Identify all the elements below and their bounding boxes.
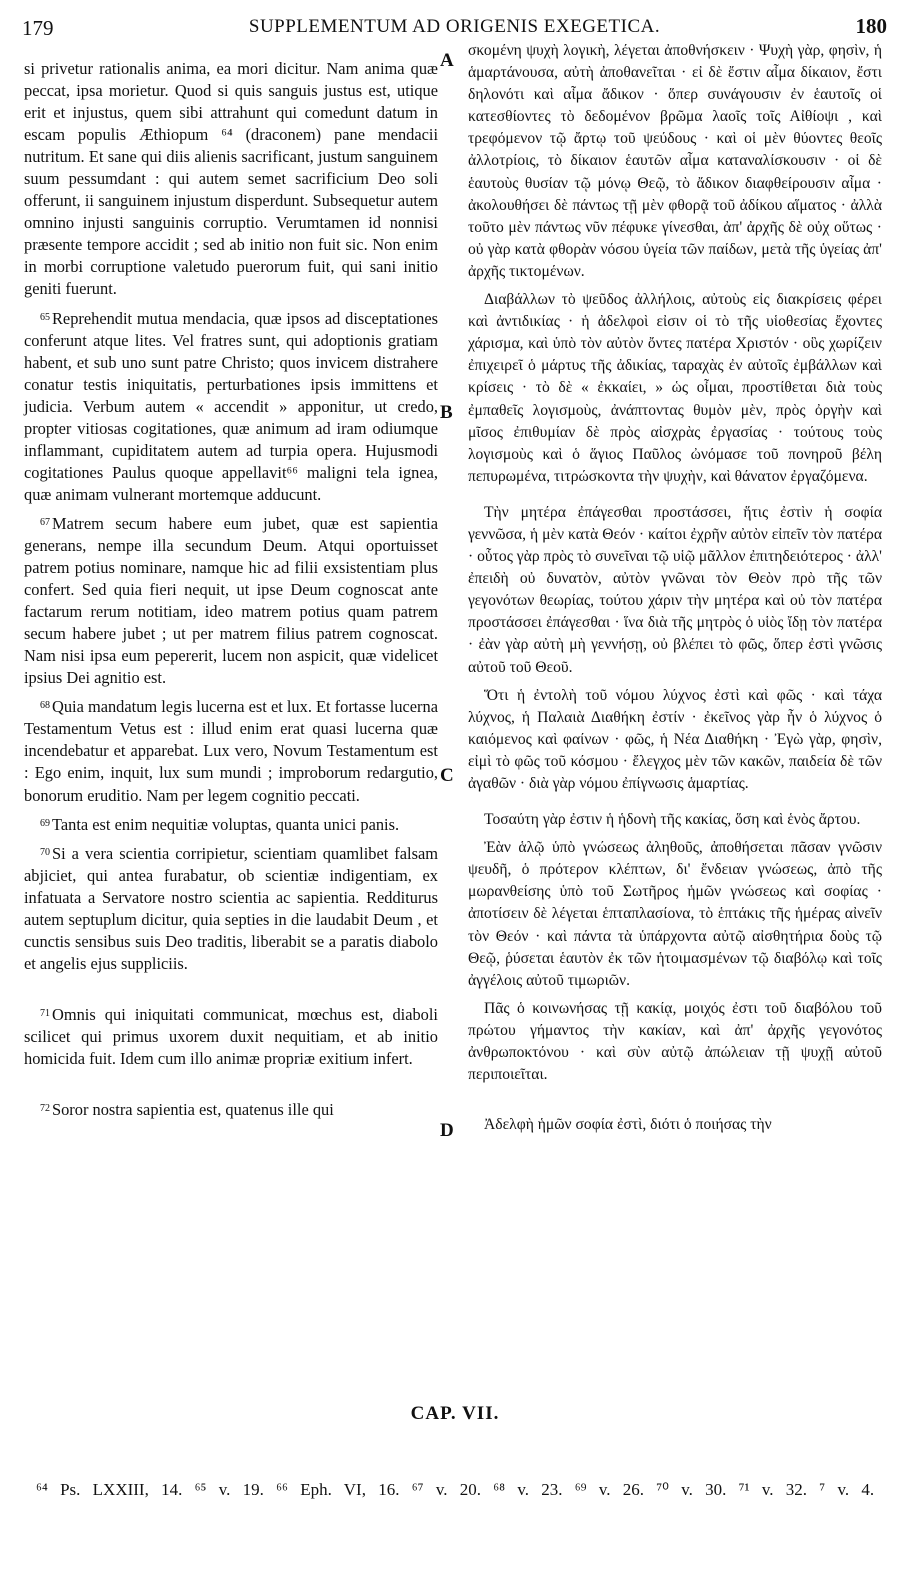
running-title: SUPPLEMENTUM AD ORIGENIS EXEGETICA. (248, 16, 661, 37)
latin-paragraph: $^{68}$ Quia mandatum legis lucerna est et lux. Et fortasse lucerna Testamentum Vetus est : illud enim erat quasi lucerna quæ incendebatur et apparebat. Lux vero, Novum Testamentum est : Ego enim, inquit, lux sum mundi ; improborum redargutio, bonorum eruditio. Nam per legem cognitio peccati. (24, 697, 438, 805)
greek-paragraph: Τὴν μητέρα ἐπάγεσθαι προστάσσει, ἥτις ἐστὶν ἡ σοφία γεννῶσα, ἡ μὲν κατὰ Θεόν · καίτοι ἐχρῆν αὐτὸν εἰπεῖν τὸν πατέρα · οὗτος γὰρ πρὸς τὸ συνεῖναι τῷ υἱῷ μᾶλλον ἐπιτηδειότερος · ἀλλ' ἐπειδὴ οὐ δυνατὸν, αὐτὸν γνῶναι τὸν Θεὸν πρὸ τῆς τῶν γεγονότων θεωρίας, τούτου χάριν τὴν μητέρα καὶ οὐ τὸν πατέρα προστάσσει ἐπάγεσθαι · ἵνα διὰ τῆς μητρὸς ὁ υἱὸς ἴδῃ τὸν πατέρα · ἐὰν γὰρ αὐτὴ μὴ γεννήσῃ, οὐ βλέπει τὸ φῶς, ὅπερ ἐστὶ γνῶσις αὐτοῦ τοῦ Θεοῦ. (468, 503, 882, 676)
latin-paragraph: $^{70}$ Si a vera scientia corripietur, scientiam quamlibet falsam abjiciet, qui antea furabatur, ob scientiæ indigentiam, ex infatuata a Servatore nostro scientia ac sapientia. Redditurus autem septuplum dicitur, quia septies in die laudabit Deum , et cunctis sensibus suis Deo traditis, liberabit se a paratis diabolo et angelis ejus suppliciis. (24, 843, 438, 973)
greek-paragraph: σκομένη ψυχὴ λογικὴ, λέγεται ἀποθνήσκειν · Ψυχὴ γὰρ, φησὶν, ἡ ἁμαρτάνουσα, αὐτὴ ἀποθανεῖται · εἰ δὲ ἔστιν αἷμα δίκαιον, ἔστι δηλονότι καὶ αἷμα ἄδικον · ὅπερ συνάγουσιν ἐν ἑαυτοῖς οἱ κατεσθίοντες τὸ δεδομένον βρῶμα λαοῖς τοῖς Αἰθίοψι , καὶ τρεφόμενον τῷ ἄρτῳ τοῦ ψεύδους · καὶ οἱ μὲν θύοντες θεοῖς ἀλλοτρίοις, τὸ δίκαιον ἑαυτῶν αἷμα καταναλίσκουσιν · οἱ δὲ ἑαυτοὺς θυσίαν τῷ μόνῳ Θεῷ, τὸ ἄδικον διαφθείρουσιν αἷμα · ἀκολουθήσει δὲ πάντως τῇ μὲν φθορᾷ τοῦ ἀδίκου αἵματος · ἀλλὰ τοῦτο μὲν πάντως νῦν πέφυκε γίνεσθαι, ἀπ' ἀρχῆς δὲ οὐχ οὕτως · οὐ γὰρ κατὰ φθορὰν νόσου ὑγεία τῶν παίδων, μετὰ τῆς ὑγείας ἀπ' ἀρχῆς τικτομένων. (468, 42, 882, 280)
greek-paragraph: Ἐὰν ἁλῷ ὑπὸ γνώσεως ἀληθοῦς, ἀποθήσεται πᾶσαν γνῶσιν ψευδῆ, ὁ πρότερον κλέπτων, δι' ἔνδειαν γνώσεως, ἀπὸ τῆς μωρανθείσης ὑπὸ τοῦ Σωτῆρος ἡμῶν γνώσεως καὶ σοφίας · ἀποτίσειν δὲ λέγεται ἑπταπλασίονα, τὸ ἑπτάκις τῆς ἡμέρας αἰνεῖν τὸν Θεόν · καὶ πάντα τὰ ὑπάρχοντα αὐτῷ αἰσθητήρια δοὺς τῷ Θεῷ, ῥύσεται ἑαυτὸν ἐκ τῶν ἡτοιμασμένων τῷ διαβόλῳ καὶ τοῖς ἀγγέλοις αὐτοῦ τιμωριῶν. (468, 839, 882, 989)
note-number: 65 (40, 311, 50, 323)
section-marker-d: D (440, 1120, 454, 1141)
left-page-number: 179 (22, 16, 54, 40)
note-number: 72 (40, 1103, 50, 1115)
footnotes: ⁶⁴ Ps. LXXIII, 14. ⁶⁵ v. 19. ⁶⁶ Eph. VI, 16. ⁶⁷ v. 20. ⁶⁸ v. 23. ⁶⁹ v. 26. ⁷⁰ v. 30. ⁷¹ v. 32. ⁷ v. 4. (36, 1480, 875, 1499)
latin-paragraph: $^{72}$ Soror nostra sapientia est, quatenus ille qui (40, 1100, 334, 1120)
greek-paragraph: Τοσαύτη γὰρ ἐστιν ἡ ἡδονὴ τῆς κακίας, ὅση καὶ ἑνὸς ἄρτου. (484, 811, 861, 829)
greek-paragraph: Πᾶς ὁ κοινωνήσας τῇ κακίᾳ, μοιχός ἐστι τοῦ διαβόλου τοῦ πρώτου γήμαντος τὴν κακίαν, καὶ ἀπ' ἀρχῆς γεγονότος ἀνθρωποκτόνου · καὶ σὺν αὐτῷ ἀπώλειαν τῇ ψυχῇ αὐτοῦ περιποιεῖται. (468, 999, 882, 1084)
latin-paragraph: $^{69}$ Tanta est enim nequitiæ voluptas, quanta unici panis. (40, 814, 400, 834)
section-marker-c: C (440, 765, 454, 786)
note-number: 68 (40, 700, 50, 712)
latin-column (24, 58, 438, 1127)
latin-paragraph: $^{67}$ Matrem secum habere eum jubet, quæ est sapientia generans, nempe illa secundum Deum. Atqui oportuisset patrem potius nominare, namque hic ad filii exsistentiam plus confert. Sed quia fieri nequit, ut ipse Deum cognoscat ante factarum rerum notitiam, ideo matrem potius quam patrem secum habere jubet ; ut per matrem filius patrem cognoscat. Nam nisi ipsa eum pepererit, lucem non aspicit, quæ videlicet ipsius Dei agnitio est. (24, 513, 438, 688)
greek-paragraph: Διαβάλλων τὸ ψεῦδος ἀλλήλοις, αὐτοὺς εἰς διακρίσεις φέρει καὶ ἀντιδικίας · ἡ ἀδελφοὶ εἰσιν οἱ τὸ τῆς υἱοθεσίας ἔχοντες χάρισμα, καὶ ὑπὸ τὸν αὐτὸν ὄντες πατέρα Χριστόν · οὓς χωρίζειν ἐπιχειρεῖ ὁ μάρτυς τῆς ἀδικίας, ταραχὰς ἐν αὐτοῖς ἐμβάλλων καὶ κρίσεις · τὸ δὲ « ἐκκαίει, » ὡς οἶμαι, προστίθεται διὰ τοὺς ἐμπαθεῖς λογισμοὺς, ἀνάπτοντας θυμὸν μὲν, πρὸς ὀργὴν καὶ μῖσος ἐπιθυμίαν δὲ πρὸς αἰσχρὰς ἐργασίας · τούτους τοὺς λογισμοὺς καὶ ὁ ἅγιος Παῦλος ὠνόμασε τοῦ πονηροῦ βέλη πεπυρωμένα, τιτρώσκοντα τὴν ψυχὴν, καὶ θάνατον ἐργαζόμενα. (468, 291, 882, 485)
right-page-number: 180 (855, 14, 887, 38)
note-number: 69 (40, 817, 50, 829)
section-marker-b: B (440, 402, 453, 423)
note-number: 67 (40, 516, 50, 528)
greek-paragraph: Ὅτι ἡ ἐντολὴ τοῦ νόμου λύχνος ἐστὶ καὶ φῶς · καὶ τάχα λύχνος, ἡ Παλαιὰ Διαθήκη ἐστίν · ἐκεῖνος γὰρ ἦν ὁ λύχνος ὁ καιόμενος καὶ φαίνων · φῶς, ἡ Νέα Διαθήκη · Ἐγὼ γὰρ, φησὶν, εἰμὶ τὸ φῶς τοῦ κόσμου · ἔλεγχος μὲν τῶν κακῶν, παιδεία δὲ τῶν ἀγαθῶν · διὰ γὰρ νόμου ἐπίγνωσις ἁμαρτίας. (468, 686, 882, 792)
latin-paragraph: $^{71}$ Omnis qui iniquitati communicat, mœchus est, diaboli scilicet qui primus uxorem duxit nequitiam, et ab initio homicida fuit. Idem cum illo animæ propriæ exitium infert. (24, 1004, 438, 1068)
chapter-heading: CAP. VII. (410, 1403, 500, 1424)
greek-paragraph: Ἀδελφὴ ἡμῶν σοφία ἐστὶ, διότι ὁ ποιήσας τὴν (484, 1116, 772, 1134)
latin-paragraph: si privetur rationalis anima, ea mori dicitur. Nam anima quæ peccat, ipsa morietur. Quod si quis sanguis justus est, utique erit et injustus, quem sibi attrahunt qui comedunt datum in escam populis Æthiopum ⁶⁴ (draconem) pane mendacii nutritum. Et sane qui diis alienis sacrificant, justum sanguinem suum pessumdant : qui autem semet sacrificium Deo soli offerunt, ii sanguinem injustum disperdunt. Subsequetur autem omnino injusti sanguinis corruptio. Verumtamen id nonnisi præsente tempore accidit ; sed ab initio non fuit sic. Non enim in morbi corruptione valetudo puerorum fuit, qui sani initio geniti fuerunt. (24, 59, 438, 299)
latin-paragraph: $^{65}$ Reprehendit mutua mendacia, quæ ipsos ad disceptationes conferunt atque lites. Vel fratres sunt, qui adoptionis gratiam habent, et sub uno sunt patre Christo; quos invicem distrahere conatur testis iniquitatis, perturbationes ipsis immittens et judicia. Verbum autem « accendit » apponitur, ut credo, propter vitiosas cogitationes, quæ animum ad iram odiumque inflammant, cupiditatem autem ad turpia opera. Hujusmodi cogitationes Paulus quoque appellavit⁶⁶ maligni tela ignea, quæ animam vulnerant mortemque adducunt. (24, 308, 438, 504)
section-marker-a: A (440, 50, 454, 71)
note-number: 71 (40, 1007, 50, 1019)
greek-column (468, 40, 882, 1142)
note-number: 70 (40, 846, 50, 858)
